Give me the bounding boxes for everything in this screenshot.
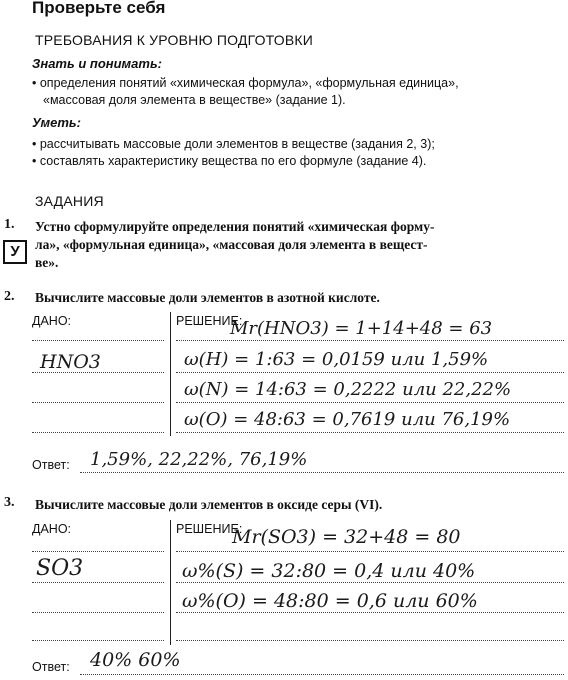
task-3-solution-line-2: ω%(S) = 32:80 = 0,4 или 40% xyxy=(182,560,476,582)
task-2-number: 2. xyxy=(4,289,15,304)
task-2-given-dots-1 xyxy=(32,340,164,341)
task-2-sol-dots-1 xyxy=(176,340,564,341)
task-3-answer-handwriting: 40% 60% xyxy=(90,649,181,671)
can-heading: Уметь: xyxy=(32,115,81,130)
task-3-text: Вычислите массовые доли элементов в оксиде серы (VI). xyxy=(35,497,383,512)
task-2-answer-dots xyxy=(80,472,564,473)
task-3-sol-dots-3 xyxy=(176,612,564,613)
task-3-given-dots-2 xyxy=(32,582,164,583)
task-1-line-3: ве». xyxy=(35,255,59,270)
know-heading: Знать и понимать: xyxy=(32,56,163,71)
task-1-line-2: ла», «формульная единица», «массовая доля элемента в вещест- xyxy=(35,237,428,252)
task-2-given-dots-3 xyxy=(32,402,164,403)
task-2-given-dots-4 xyxy=(32,432,164,433)
task-2-solution-line-3: ω(N) = 14:63 = 0,2222 или 22,22% xyxy=(184,379,512,400)
requirements-heading: ТРЕБОВАНИЯ К УРОВНЮ ПОДГОТОВКИ xyxy=(35,32,314,48)
can-line-1: • рассчитывать массовые доли элементов в веществе (задания 2, 3); xyxy=(32,137,435,151)
task-2-separator xyxy=(170,312,171,436)
task-2-solution-line-2: ω(H) = 1:63 = 0,0159 или 1,59% xyxy=(184,349,489,370)
task-3-separator xyxy=(170,520,171,645)
task-3-given-label: ДАНО: xyxy=(32,522,72,536)
task-2-text: Вычислите массовые доли элементов в азотной кислоте. xyxy=(35,290,380,305)
task-2-answer-label: Ответ: xyxy=(32,458,70,472)
task-3-answer-label: Ответ: xyxy=(32,660,70,674)
know-line-1: • определения понятий «химическая формула», «формульная единица», xyxy=(32,76,459,90)
task-3-given-dots-4 xyxy=(32,640,164,641)
know-line-2: «массовая доля элемента в веществе» (задание 1). xyxy=(43,93,346,107)
task-3-answer-dots xyxy=(80,674,564,675)
task-3-solution-label: РЕШЕНИЕ: xyxy=(176,522,243,536)
page-title: Проверьте себя xyxy=(32,0,166,17)
task-2-sol-dots-3 xyxy=(176,402,564,403)
task-1-line-1: Устно сформулируйте определения понятий «химическая форму- xyxy=(35,219,435,234)
task-2-solution-line-1: Mr(HNO3) = 1+14+48 = 63 xyxy=(230,318,493,339)
task-2-given-label: ДАНО: xyxy=(32,314,72,328)
task-3-sol-dots-1 xyxy=(176,551,564,552)
task-3-solution-line-1: Mr(SO3) = 32+48 = 80 xyxy=(232,526,461,548)
task-3-given-handwriting: SO3 xyxy=(36,556,84,581)
task-3-number: 3. xyxy=(4,495,15,510)
task-2-solution-label: РЕШЕНИЕ: xyxy=(176,314,243,328)
task-3-sol-dots-4 xyxy=(176,640,564,641)
task-1-number: 1. xyxy=(4,217,15,232)
task-3-sol-dots-2 xyxy=(176,582,564,583)
can-line-2: • составлять характеристику вещества по его формуле (задание 4). xyxy=(32,154,427,168)
task-2-given-handwriting: HNO3 xyxy=(40,351,101,373)
task-3-given-dots-3 xyxy=(32,612,164,613)
task-3-solution-line-3: ω%(O) = 48:80 = 0,6 или 60% xyxy=(182,590,478,612)
task-2-solution-line-4: ω(O) = 48:63 = 0,7619 или 76,19% xyxy=(184,409,511,430)
tasks-heading: ЗАДАНИЯ xyxy=(35,193,104,209)
task-3-given-dots-1 xyxy=(32,551,164,552)
task-2-answer-handwriting: 1,59%, 22,22%, 76,19% xyxy=(90,449,308,470)
oral-task-badge: У xyxy=(3,240,27,264)
task-2-sol-dots-4 xyxy=(176,432,564,433)
task-2-sol-dots-2 xyxy=(176,372,564,373)
